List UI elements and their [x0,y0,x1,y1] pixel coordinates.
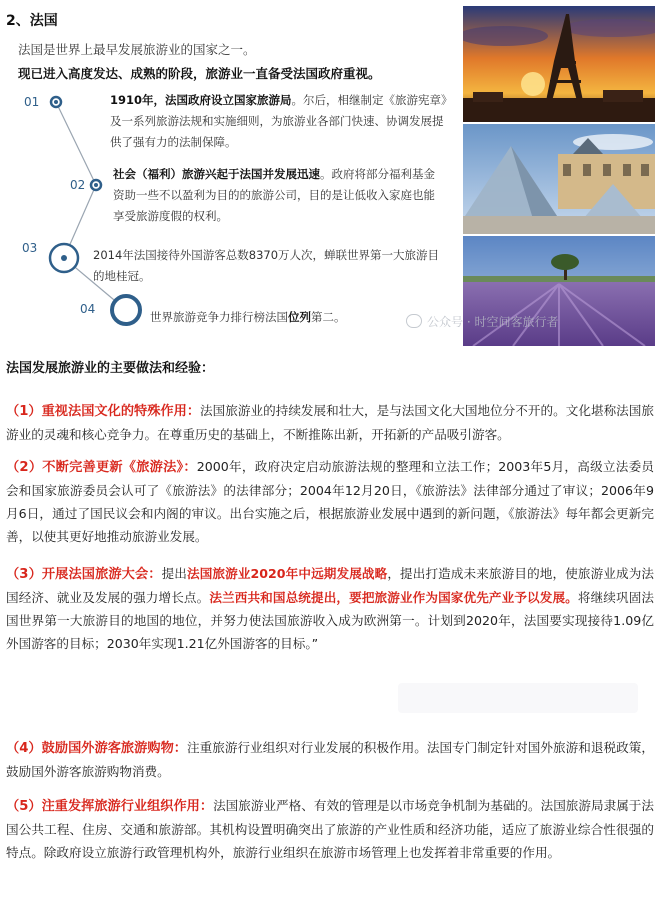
timeline-rest-01: 。尔后，相继制定《旅游宪章》及一系列旅游法规和实施细则，为旅游业各部门快速、协调发展提供了强有力的法制保障。 [110,93,447,149]
timeline-number-03: 03 [22,241,38,255]
timeline-node-02 [91,180,101,190]
item-2-heading: （2）不断完善更新《旅游法》： [6,460,197,475]
item-5 [6,794,654,864]
timeline-text-01 [110,90,450,153]
item-3-body-b: ，提出打造成未来旅游目的地，使旅游业成为法国经济、就业及发展的强力增长点。 [6,566,655,605]
louvre-pyramid-photo [463,124,655,234]
timeline-node-04 [112,296,140,324]
timeline-node-01 [51,97,61,107]
timeline-number-02: 02 [70,178,86,192]
item-4 [6,736,654,783]
section-title: 2、法国 [6,13,58,29]
timeline-number-01: 01 [24,95,40,109]
timeline-rest-02: 。政府将部分福利基金资助一些不以盈利为目的的旅游公司，目的是让低收入家庭也能享受旅游度假的权利。 [113,167,435,223]
timeline-node-03 [50,244,78,272]
item-3-strategy-highlight: 法国旅游业2020年中远期发展战略 [187,566,388,581]
intro-line-2: 现已进入高度发达、成熟的阶段，旅游业一直备受法国政府重视。 [18,66,381,81]
timeline-text-03 [93,245,443,287]
eiffel-tower-sunset-photo [463,6,655,122]
item-3-body-c: 将继续巩固法国世界第一大旅游目的地国的地位，并努力使法国旅游收入成为欧洲第一。计划到2020年，法国要实现接待1.09亿外国游客的目标；2030年实现1.21亿外国游客的目标。” [6,590,655,651]
item-5-body: 法国旅游业严格、有效的管理是以市场竞争机制为基础的。法国旅游局隶属于法国公共工程、住房、交通和旅游部。其机构设置明确突出了旅游的产业性质和经济功能，适应了旅游业综合性很强的特点。除政府设立旅游行政管理机构外，旅游行业组织在旅游市场管理上也发挥着非常重要的作用。 [6,798,654,860]
item-3-president-highlight: 法兰西共和国总统提出，要把旅游业作为国家优先产业予以发展。 [209,590,578,605]
timeline-rest-03: 2014年法国接待外国游客总数8370万人次，蝉联世界第一大旅游目的地桂冠。 [93,248,440,283]
intro-line-1: 法国是世界上最早发展旅游业的国家之一。 [18,42,256,57]
item-3-heading: （3）开展法国旅游大会： [6,567,162,582]
main-heading: 法国发展旅游业的主要做法和经验： [6,361,215,376]
item-3-body-a: 提出 [161,566,187,581]
timeline-text-02 [113,164,435,227]
watermark-faded-box [398,683,638,713]
item-1 [6,399,654,446]
item-4-body: 注重旅游行业组织对行业发展的积极作用。法国专门制定针对国外旅游和退税政策，鼓励国外游客旅游购物消费。 [6,740,654,779]
timeline-number-04: 04 [80,302,96,316]
watermark [406,313,558,330]
item-2-body: 2000年，政府决定启动旅游法规的整理和立法工作；2003年5月，高级立法委员会和国家旅游委员会认可了《旅游法》的法律部分；2004年12月20日，《旅游法》法律部分通过了审议；2006年9月6日，通过了国民议会和内阁的审议。出台实施之后，根据旅游业发展中遇到的新问题，《旅游法》每年都会更新完善，以使其更好地推动旅游业发展。 [6,459,654,544]
timeline-highlight-01: 1910年，法国政府设立国家旅游局 [110,93,292,107]
item-2 [6,455,654,548]
item-4-heading: （4）鼓励国外游客旅游购物： [6,741,188,756]
timeline-highlight-02: 社会（福利）旅游兴起于法国并发展迅速 [113,167,320,181]
timeline-highlight-04: 位列 [288,310,311,324]
timeline-rest-04: 世界旅游竞争力排行榜法国 [150,310,288,324]
timeline-rest-04b: 第二。 [311,310,346,324]
item-3 [6,562,654,655]
wechat-icon [406,314,422,328]
item-5-heading: （5）注重发挥旅游行业组织作用： [6,799,214,814]
timeline-text-04 [150,307,450,328]
item-1-body: 法国旅游业的持续发展和壮大，是与法国文化大国地位分不开的。文化堪称法国旅游业的灵魂和核心竞争力。在尊重历史的基础上，不断推陈出新，开拓新的产品吸引游客。 [6,403,654,442]
watermark-text: 公众号 · 时空间客旅行者 [427,315,559,329]
item-1-heading: （1）重视法国文化的特殊作用： [6,404,201,419]
